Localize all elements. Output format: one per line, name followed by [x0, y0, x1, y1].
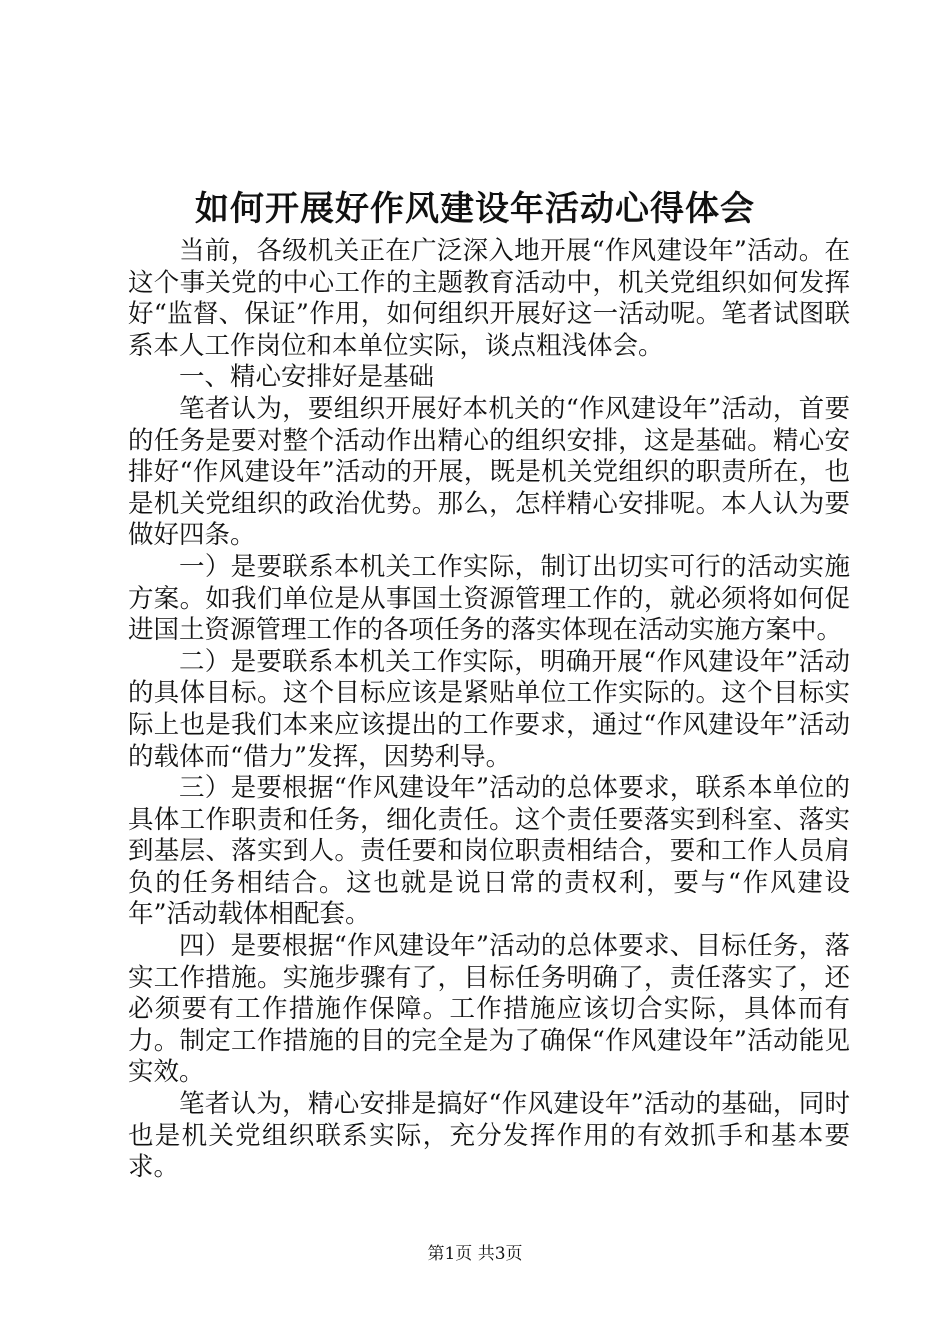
paragraph-section-1: 笔者认为，要组织开展好本机关的“作风建设年”活动，首要的任务是要对整个活动作出精心的组织安排，这是基础。精心安排好“作风建设年”活动的开展，既是机关党组织的职责所在，也是机关党组织的政治优势。那么，怎样精心安排呢。本人认为要做好四条。	[128, 393, 850, 551]
document-title: 如何开展好作风建设年活动心得体会	[195, 189, 755, 229]
paragraph-point-1: 一）是要联系本机关工作实际，制订出切实可行的活动实施方案。如我们单位是从事国土资源管理工作的，就必须将如何促进国土资源管理工作的各项任务的落实体现在活动实施方案中。	[128, 551, 850, 646]
document-body	[128, 236, 850, 1184]
paragraph-point-2: 二）是要联系本机关工作实际，明确开展“作风建设年”活动的具体目标。这个目标应该是紧贴单位工作实际的。这个目标实际上也是我们本来应该提出的工作要求，通过“作风建设年”活动的载体而“借力”发挥，因势利导。	[128, 646, 850, 772]
page-number-footer: 第1页 共3页	[427, 1244, 523, 1264]
paragraph-point-3: 三）是要根据“作风建设年”活动的总体要求，联系本单位的具体工作职责和任务，细化责任。这个责任要落实到科室、落实到基层、落实到人。责任要和岗位职责相结合，要和工作人员肩负的任务相结合。这也就是说日常的责权利，要与“作风建设年”活动载体相配套。	[128, 773, 850, 930]
paragraph-summary: 笔者认为，精心安排是搞好“作风建设年”活动的基础，同时也是机关党组织联系实际，充分发挥作用的有效抓手和基本要求。	[128, 1089, 850, 1183]
paragraph-intro: 当前，各级机关正在广泛深入地开展“作风建设年”活动。在这个事关党的中心工作的主题教育活动中，机关党组织如何发挥好“监督、保证”作用，如何组织开展好这一活动呢。笔者试图联系本人工作岗位和本单位实际，谈点粗浅体会。	[128, 236, 850, 361]
section-heading-1: 一、精心安排好是基础	[179, 362, 435, 393]
paragraph-point-4: 四）是要根据“作风建设年”活动的总体要求、目标任务，落实工作措施。实施步骤有了，目标任务明确了，责任落实了，还必须要有工作措施作保障。工作措施应该切合实际，具体而有力。制定工作措施的目的完全是为了确保“作风建设年”活动能见实效。	[128, 931, 850, 1088]
